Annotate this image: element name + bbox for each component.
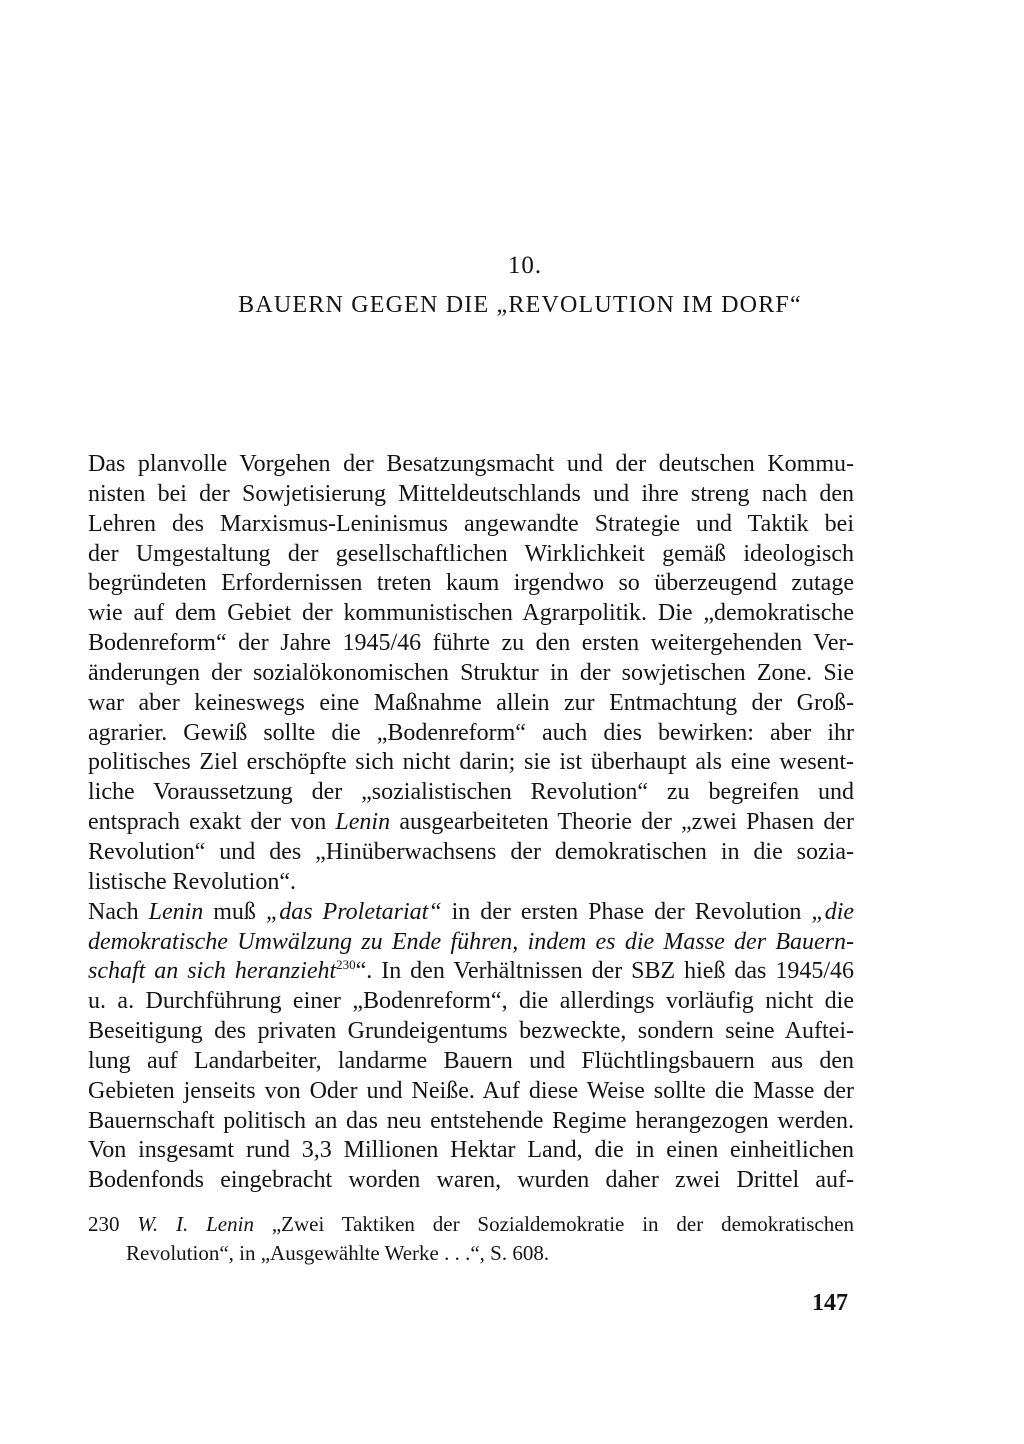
text-line: liche Voraussetzung der „sozialistischen Revolution“ zu begreifen und: [88, 779, 854, 806]
body-text: [88, 450, 854, 1196]
text-segment: Nach: [88, 898, 139, 925]
text-line: änderungen der sozialökonomischen Struktur in der sowjetischen Zone. Sie: [88, 659, 854, 686]
footnote-text: „Zwei Taktiken der Sozialdemokratie in der demokratischen: [271, 1212, 855, 1236]
footnote-author: W. I. Lenin: [137, 1212, 254, 1236]
text-line: Bodenfonds eingebracht worden waren, wurden daher zwei Drittel auf-: [88, 1167, 854, 1194]
footnote-line: [88, 1210, 854, 1239]
text-line: listische Revolution“.: [88, 868, 296, 895]
text-line: nisten bei der Sowjetisierung Mitteldeutschlands und ihre streng nach den: [88, 480, 854, 507]
text-line: Beseitigung des privaten Grundeigentums bezweckte, sondern seine Auftei-: [88, 1018, 854, 1045]
emphasis-quote: „das Proletariat“: [265, 898, 442, 925]
emphasis-quote: demokratische Umwälzung zu Ende führen, indem es die Masse der Bauern-: [88, 928, 854, 955]
text-line: [88, 928, 854, 958]
text-line: Bodenreform“ der Jahre 1945/46 führte zu den ersten weitergehenden Ver-: [88, 630, 854, 657]
text-line: [88, 957, 854, 987]
text-line: u. a. Durchführung einer „Bodenreform“, die allerdings vorläufig nicht die: [88, 988, 854, 1015]
text-line: Bauernschaft politisch an das neu entstehende Regime herangezogen werden.: [88, 1107, 854, 1134]
text-line: Von insgesamt rund 3,3 Millionen Hektar Land, die in einen einheitlichen: [88, 1137, 854, 1164]
text-line: Lehren des Marxismus-Leninismus angewandte Strategie und Taktik bei: [88, 510, 854, 537]
text-segment: “. In den Verhältnissen der SBZ hieß das 1945/46: [355, 958, 854, 985]
text-line: Das planvolle Vorgehen der Besatzungsmacht und der deutschen Kommu-: [88, 451, 854, 477]
text-line: [88, 898, 854, 928]
emphasis-name: Lenin: [335, 809, 391, 836]
text-line: agrarier. Gewiß sollte die „Bodenreform“ auch dies bewirken: aber ihr: [88, 719, 854, 746]
text-line: begründeten Erfordernissen treten kaum irgendwo so überzeugend zutage: [88, 570, 854, 597]
text-line: Gebieten jenseits von Oder und Neiße. Auf diese Weise sollte die Masse der: [88, 1077, 854, 1104]
chapter-title: BAUERN GEGEN DIE „REVOLUTION IM DORF“: [238, 292, 802, 318]
text-line: lung auf Landarbeiter, landarme Bauern und Flüchtlingsbauern aus den: [88, 1047, 854, 1074]
text-segment: ausgearbeiteten Theorie der „zwei Phasen der: [399, 809, 855, 836]
footnote-number: 230: [88, 1212, 120, 1236]
text-line: politisches Ziel erschöpfte sich nicht darin; sie ist überhaupt als eine wesent-: [88, 749, 854, 776]
chapter-number: 10.: [507, 252, 543, 279]
text-segment: muß: [213, 898, 256, 925]
text-line: Revolution“ und des „Hinüberwachsens der demokratischen in die sozia-: [88, 838, 854, 865]
text-line: wie auf dem Gebiet der kommunistischen Agrarpolitik. Die „demokratische: [88, 600, 854, 627]
footnote-ref[interactable]: 230: [336, 957, 356, 973]
page-number: 147: [812, 1290, 848, 1316]
footnote-line: Revolution“, in „Ausgewählte Werke . . .“, S. 608.: [126, 1241, 550, 1265]
footnote: [88, 1210, 854, 1268]
emphasis-name: Lenin: [148, 898, 204, 925]
text-line: der Umgestaltung der gesellschaftlichen Wirklichkeit gemäß ideologisch: [88, 540, 854, 567]
text-segment: in der ersten Phase der Revolution: [451, 898, 802, 925]
text-line: war aber keineswegs eine Maßnahme allein zur Entmachtung der Groß-: [88, 689, 854, 716]
text-segment: entsprach exakt der von: [88, 809, 327, 836]
text-line: [88, 808, 854, 838]
emphasis-quote: „die: [811, 898, 855, 925]
emphasis-quote: schaft an sich heranzieht: [88, 958, 337, 985]
